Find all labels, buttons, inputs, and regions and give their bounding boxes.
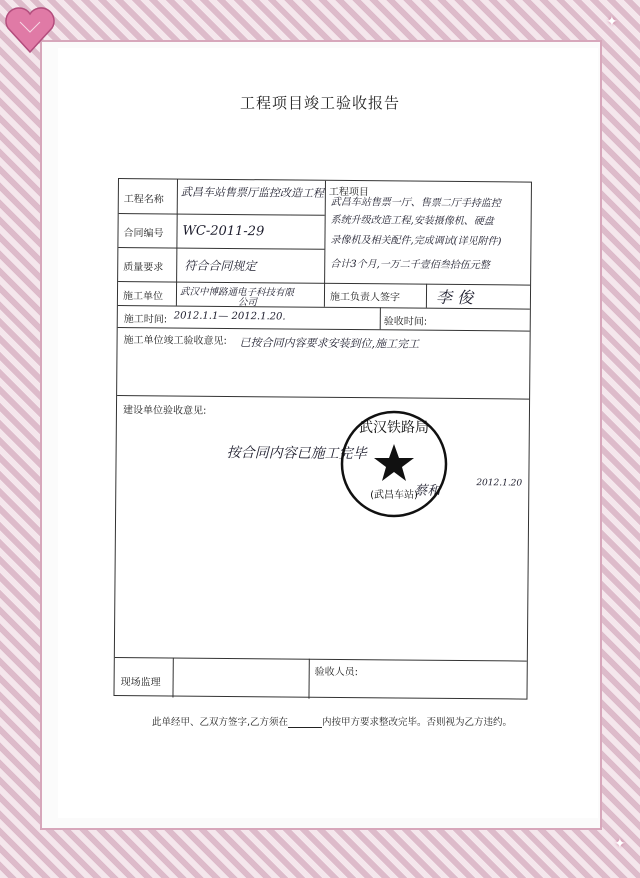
label-quality-req: 质量要求: [123, 262, 164, 274]
grid-line: [380, 307, 381, 329]
sparkle-icon: ✦: [614, 836, 626, 852]
handwritten-construction-time: 2012.1.1— 2012.1.20.: [173, 310, 286, 323]
footer-text-1: 此单经甲、乙双方签字,乙方须在: [152, 717, 289, 728]
label-project-name: 工程名称: [123, 194, 164, 206]
label-acceptance-time: 验收时间:: [383, 316, 428, 328]
grid-line: [115, 657, 527, 662]
seal-text-bottom: (武昌车站): [370, 490, 418, 501]
handwritten-quality-req: 符合合同规定: [184, 258, 257, 274]
label-construction-time: 施工时间:: [123, 314, 168, 326]
grid-line: [118, 247, 324, 250]
handwritten-project-item-1: 武昌车站售票一厅、售票二厅手持监控: [330, 196, 501, 210]
footer-text-2: 内按甲方要求整改完毕。否则视为乙方违约。: [322, 717, 513, 728]
heart-gem-icon: [2, 2, 58, 58]
seal-text-top: 武汉铁路局: [359, 420, 429, 436]
official-seal: [338, 408, 450, 520]
manager-signature: 李 俊: [435, 287, 474, 308]
grid-line: [308, 659, 309, 699]
grid-line: [324, 181, 326, 307]
handwritten-construction-unit-2: 公司: [237, 297, 257, 309]
handwritten-owner-opinion: 按合同内容已施工完毕: [226, 444, 367, 463]
owner-signature: 蔡和: [414, 483, 441, 499]
acceptance-form-table: [113, 178, 532, 700]
handwritten-project-name: 武昌车站售票厅监控改造工程: [180, 185, 324, 200]
label-acceptor: 验收人员:: [314, 666, 359, 679]
handwritten-project-item-2: 系统升级改造工程,安装摄像机、硬盘: [330, 214, 494, 228]
document-title: 工程项目竣工验收报告: [239, 94, 400, 112]
handwritten-owner-date: 2012.1.20: [476, 478, 523, 489]
footer-note: [152, 714, 512, 728]
grid-line: [117, 395, 529, 400]
label-project-item: 工程项目: [328, 186, 369, 199]
label-construction-unit: 施工单位: [122, 291, 164, 303]
grid-line: [172, 657, 173, 697]
handwritten-contract-no: WC-2011-29: [182, 223, 265, 240]
grid-line: [426, 284, 427, 308]
label-site-supervision: 现场监理: [120, 677, 161, 689]
handwritten-project-item-4: 合计3个月,一万二千壹佰叁拾伍元整: [330, 258, 490, 272]
grid-line: [176, 180, 178, 306]
grid-line: [119, 213, 325, 216]
handwritten-construction-unit: 武汉中博路通电子科技有限: [179, 286, 295, 299]
label-owner-opinion: 建设单位验收意见:: [122, 405, 207, 417]
label-contract-no: 合同编号: [123, 228, 164, 240]
sparkle-icon: ✦: [606, 14, 618, 30]
label-manager-sign: 施工负责人签字: [329, 291, 401, 304]
handwritten-construction-opinion: 已按合同内容要求安装到位,施工完工: [239, 336, 420, 351]
label-construction-opinion: 施工单位竣工验收意见:: [123, 335, 228, 347]
handwritten-project-item-3: 录像机及相关配件,完成调试(详见附件): [330, 234, 502, 248]
footer-blank-line: [288, 717, 322, 728]
